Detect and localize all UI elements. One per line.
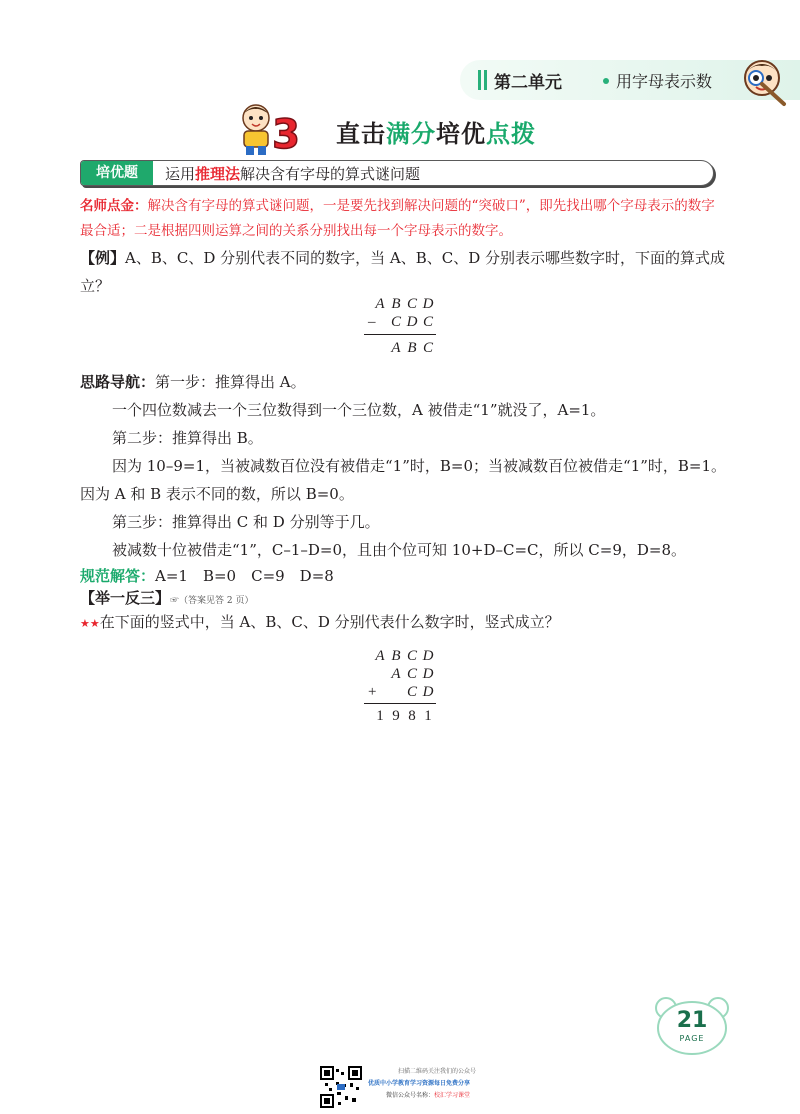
header-bars-icon bbox=[478, 70, 488, 90]
section-number: 3 bbox=[272, 112, 300, 158]
section-heading: 直击满分培优点拨 bbox=[336, 120, 536, 148]
example-text: 【例】A、B、C、D 分别代表不同的数字，当 A、B、C、D 分别表示哪些数字时，下面的算式成立？ bbox=[80, 249, 726, 295]
answer-label: 规范解答： bbox=[80, 567, 156, 585]
teacher-tip bbox=[80, 194, 728, 244]
solution-step2-detail: 因为 10–9=1，当被减数百位没有被借走“1”时，B=0；当被减数百位被借走“1”时，B=1。因为 A 和 B 表示不同的数，所以 B=0。 bbox=[80, 457, 727, 503]
section-title bbox=[230, 100, 590, 160]
practice-row-1: A B C D bbox=[375, 648, 434, 664]
topic-text: 运用推理法解决含有字母的算式谜问题 bbox=[165, 165, 421, 183]
minus-sign: – bbox=[368, 314, 376, 330]
page-number-badge bbox=[652, 996, 732, 1056]
footer-line-3: 微信公众号名称：校汇学习课堂 bbox=[386, 1092, 471, 1099]
practice-result: 1 9 8 1 bbox=[376, 708, 432, 724]
tip-label: 名师点金： bbox=[80, 198, 148, 214]
magnifier-mascot-icon bbox=[736, 54, 792, 110]
solution-step3: 第三步：推算得出 C 和 D 分别等于几。 bbox=[112, 513, 380, 531]
practice-row-3: + C D bbox=[368, 684, 434, 700]
solution-step1: 思路导航：第一步：推算得出 A。 bbox=[80, 373, 306, 391]
difficulty-stars-icon: ★★ bbox=[80, 617, 100, 630]
solution-step3-detail: 被减数十位被借走“1”，C–1–D=0，且由个位可知 10+D–C=C，所以 C=9，D=8。 bbox=[112, 541, 687, 559]
practice-row-2: A C D bbox=[391, 666, 434, 682]
plus-sign: + bbox=[368, 684, 377, 700]
qr-code-icon bbox=[320, 1066, 362, 1108]
calc-result: A B C bbox=[391, 340, 433, 356]
solution-label: 思路导航： bbox=[80, 373, 156, 391]
practice-label: 【举一反三】 bbox=[80, 589, 171, 607]
unit-title: 第二单元 bbox=[494, 73, 562, 93]
page-word: PAGE bbox=[679, 1034, 705, 1043]
section-number-mascot-icon bbox=[230, 100, 310, 158]
example-label: 【例】 bbox=[80, 249, 126, 267]
topic-bar bbox=[80, 160, 714, 186]
calc-row-1: A B C D bbox=[375, 296, 434, 312]
answer-text: A=1 B=0 C=9 D=8 bbox=[155, 567, 334, 585]
practice-question: ★★在下面的竖式中，当 A、B、C、D 分别代表什么数字时，竖式成立？ bbox=[80, 613, 560, 631]
solution-step1-detail: 一个四位数减去一个三位数得到一个三位数，A 被借走“1”就没了，A=1。 bbox=[112, 401, 606, 419]
footer-line-2: 优质中小学教育学习资源每日免费分享 bbox=[368, 1080, 471, 1087]
practice-rule bbox=[364, 703, 436, 704]
unit-subtitle: 用字母表示数 bbox=[616, 72, 713, 91]
page-number: 21 bbox=[676, 1008, 708, 1033]
header-dot bbox=[603, 78, 609, 84]
footer-info bbox=[368, 1066, 508, 1102]
topic-tag: 培优题 bbox=[81, 161, 153, 185]
calc-row-2: – C D C bbox=[368, 314, 433, 330]
practice-note: ☞（答案见答 2 页） bbox=[170, 596, 254, 606]
footer-line-1: 扫描二维码关注我们的公众号 bbox=[398, 1068, 477, 1075]
calc-rule bbox=[364, 334, 436, 335]
solution-step2: 第二步：推算得出 B。 bbox=[112, 429, 263, 447]
tip-text: 解决含有字母的算式谜问题，一是要先找到解决问题的“突破口”，即先找出哪个字母表示的数字最合适；二是根据四则运算之间的关系分别找出每一个字母表示的数字。 bbox=[80, 198, 715, 239]
